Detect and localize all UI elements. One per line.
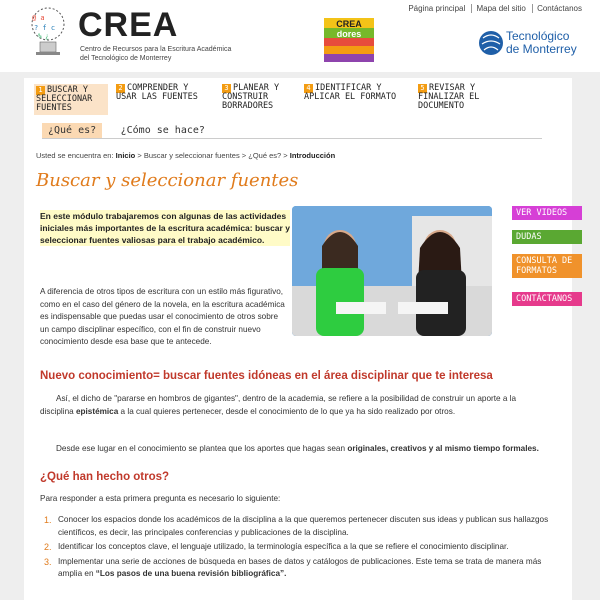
consulta-formatos-button[interactable]: CONSULTA DE FORMATOS [512, 254, 582, 278]
svg-text:? f c: ? f c [34, 24, 56, 32]
ver-videos-button[interactable]: VER VIDEOS [512, 206, 582, 220]
nav-num: 2 [116, 84, 125, 93]
list-text: Conocer los espacios donde los académicos de la disciplina a la que queremos pertenecer discuten sus ideas y publican sus hallazgos científicos, es decir, las principales conferencias y publicaciones de la disciplina. [58, 515, 549, 537]
header [0, 0, 600, 72]
main-nav [30, 84, 550, 114]
link-sitemap[interactable]: Mapa del sitio [471, 4, 529, 13]
list-text: Implementar una serie de acciones de búsqueda en bases de datos y catálogos de publicaciones. Este tema se trata de manera más amplia en [58, 556, 542, 578]
para2-text-c: a la cual quieres pertenecer, desde el conocimiento de lo que ya ha sido realizado por otros. [118, 406, 456, 416]
divider [42, 138, 542, 139]
svg-text:@ a: @ a [32, 14, 45, 22]
nav-num: 4 [304, 84, 313, 93]
page-title: Buscar y seleccionar fuentes [36, 170, 299, 191]
section-heading-2: ¿Qué han hecho otros? [40, 471, 170, 483]
intro-highlight: En este módulo trabajaremos con algunas de las actividades iniciales más importantes de la escritura académica: buscar y seleccionar fuentes valiosas para el trabajo académico. [40, 211, 290, 245]
list-num: 1. [44, 515, 52, 525]
breadcrumb-prefix: Usted se encuentra en: [36, 151, 114, 160]
list-num: 2. [44, 542, 52, 552]
steps-list [40, 514, 550, 583]
svg-text:dores: dores [336, 29, 362, 39]
nav-num: 5 [418, 84, 427, 93]
section-heading-1: Nuevo conocimiento= buscar fuentes idóneas en el área disciplinar que te interesa [40, 370, 493, 382]
tec-monterrey-logo[interactable] [478, 28, 588, 58]
logo-sub-line1: Centro de Recursos para la Escritura Académica [80, 46, 232, 53]
nav-num: 3 [222, 84, 231, 93]
students-photo [292, 206, 492, 336]
breadcrumb-que-es[interactable]: ¿Qué es? [248, 151, 282, 160]
link-contact[interactable]: Contáctanos [532, 4, 586, 13]
list-num: 3. [44, 556, 52, 567]
nav-item-comprender[interactable] [116, 84, 212, 102]
paragraph-1: A diferencia de otros tipos de escritura con un estilo más figurativo, como en el caso del género de la novela, en la escritura académica es indispensable que puedas usar el conocimiento de otros sobre un campo disciplinar específico, con el fin de construir nuevo conocimiento desde esa base que te antecede. [40, 287, 285, 346]
svg-text:CREA: CREA [336, 19, 362, 29]
svg-text:% ¿: % ¿ [38, 33, 49, 40]
nav-item-planear[interactable] [222, 84, 294, 111]
tec-name-line2: de Monterrey [506, 42, 577, 56]
paragraph-4: Para responder a esta primera pregunta es necesario lo siguiente: [40, 494, 281, 503]
breadcrumb: Usted se encuentra en: Inicio > Buscar y seleccionar fuentes > ¿Qué es? > Introducción [36, 151, 336, 160]
creadores-badge[interactable] [324, 18, 374, 62]
contactanos-button[interactable]: CONTÁCTANOS [512, 292, 582, 306]
crea-logo-title[interactable]: CREA [78, 6, 179, 44]
subtab-que-es[interactable]: ¿Qué es? [42, 123, 102, 138]
nav-item-revisar[interactable] [418, 84, 510, 111]
creadores-badge-icon [324, 18, 374, 62]
para2-bold: epistémica [75, 406, 119, 416]
nav-label: REVISAR Y FINALIZAR EL DOCUMENTO [418, 83, 480, 111]
nav-item-identificar[interactable] [304, 84, 406, 102]
logo-sub-line2: del Tecnológico de Monterrey [80, 55, 172, 62]
dudas-button[interactable]: DUDAS [512, 230, 582, 244]
para3-bold: originales, creativos y al mismo tiempo formales. [347, 444, 539, 453]
breadcrumb-inicio[interactable]: Inicio [115, 151, 136, 160]
nav-item-buscar[interactable] [34, 84, 108, 115]
link-home[interactable]: Página principal [408, 4, 466, 13]
breadcrumb-current: Introducción [289, 151, 336, 160]
list-item [40, 514, 550, 539]
breadcrumb-buscar[interactable]: Buscar y seleccionar fuentes [143, 151, 240, 160]
list-text: Identificar los conceptos clave, el lenguaje utilizado, la terminología específica a la que se refiere el conocimiento disciplinar. [58, 542, 509, 551]
nav-label: IDENTIFICAR Y APLICAR EL FORMATO [304, 83, 397, 102]
crea-logo-subtitle [80, 45, 240, 63]
paragraph-3 [40, 443, 540, 456]
para3-text-a: Desde ese lugar en el conocimiento se plantea que los aportes que hagas sean [56, 444, 348, 453]
nav-num: 1 [36, 86, 45, 95]
list-link[interactable]: “Los pasos de una buena revisión bibliográfica”. [95, 569, 287, 578]
paragraph-2 [40, 393, 540, 418]
crea-logo-icon [24, 6, 72, 58]
photo-illustration [292, 206, 492, 336]
subtab-como-se-hace[interactable]: ¿Cómo se hace? [120, 125, 205, 136]
nav-label: COMPRENDER Y USAR LAS FUENTES [116, 83, 198, 102]
tec-name [506, 30, 577, 56]
nav-label: PLANEAR Y CONSTRUIR BORRADORES [222, 83, 280, 111]
tec-name-line1: Tecnológico [506, 29, 570, 43]
nav-label: BUSCAR Y SELECCIONAR FUENTES [36, 85, 93, 113]
list-item [40, 556, 550, 581]
subtabs [42, 120, 219, 138]
list-item [40, 541, 550, 554]
para2-text-a: Así, el dicho de "pararse en hombros de gigantes", dentro de la academia, se refiere a la posibilidad de construir un aporte a la disciplina [40, 394, 517, 416]
top-links [404, 4, 586, 13]
